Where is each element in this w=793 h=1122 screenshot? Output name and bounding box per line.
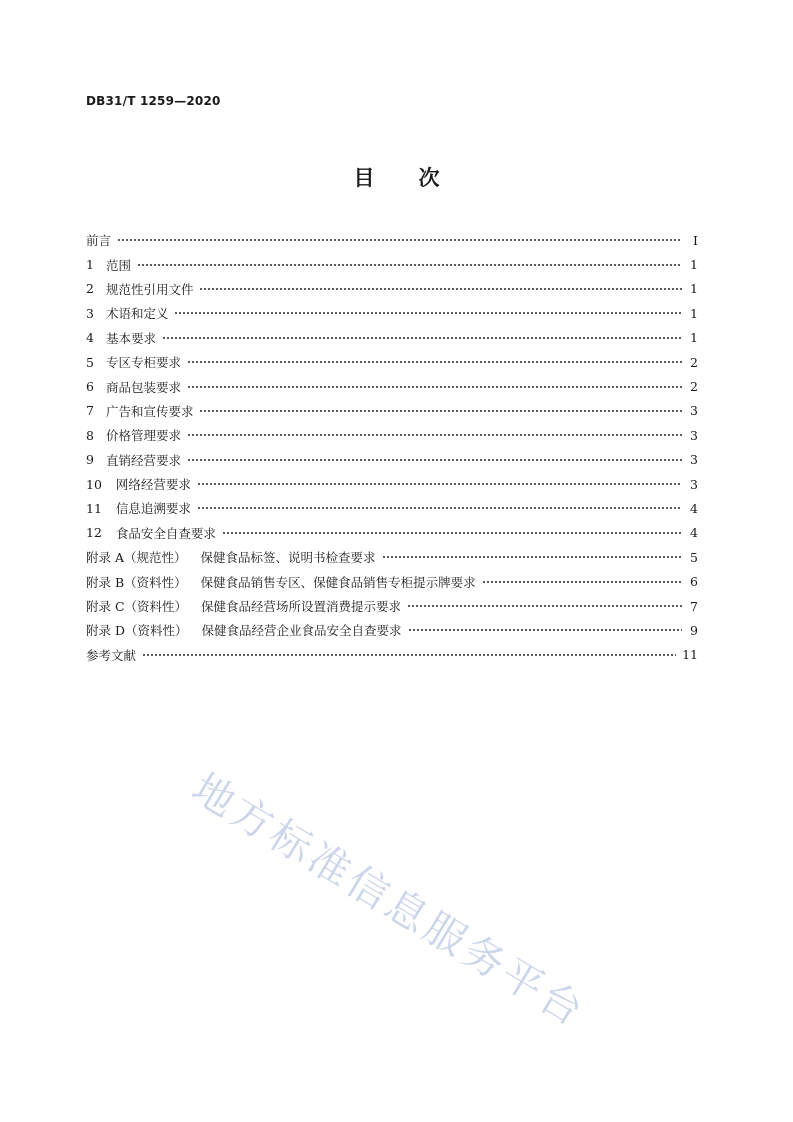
toc-leader-dots [187,360,682,364]
toc-leader-dots [142,653,676,657]
toc-item-self-inspection[interactable] [86,521,698,545]
toc-leader-dots [197,482,682,486]
toc-item-title: 保健食品销售专区、保健食品销售专柜提示牌要求 [200,574,476,590]
toc-item-page: 1 [690,281,698,297]
toc-item-number: 10 [86,476,102,492]
toc-item-number: 3 [86,305,94,321]
page-title-char-2: 次 [418,166,440,190]
toc-item-number: 1 [86,257,94,273]
toc-item-scope[interactable] [86,252,698,276]
toc-item-page: 4 [690,525,698,541]
toc-item-page: 3 [690,427,698,443]
toc-item-basic-requirements[interactable] [86,326,698,350]
toc-item-appendix-a[interactable] [86,545,698,569]
toc-item-number: 2 [86,281,94,297]
toc-leader-dots [222,531,682,535]
toc-item-page: 3 [690,452,698,468]
toc-leader-dots [162,336,682,340]
toc-leader-dots [197,506,682,510]
toc-item-label: 附录 C（资料性） [86,599,188,615]
toc-item-page: 3 [690,476,698,492]
watermark: 地方标准信息服务平台 [183,763,595,1037]
toc-leader-dots [187,433,682,437]
toc-item-page: 2 [690,379,698,395]
toc-item-label: 前言 [86,233,112,249]
table-of-contents [86,228,698,667]
toc-leader-dots [199,287,682,291]
toc-item-normative-references[interactable] [86,277,698,301]
toc-leader-dots [174,311,682,315]
toc-item-label: 基本要求 [105,330,156,346]
toc-item-number: 6 [86,379,94,395]
toc-item-label: 价格管理要求 [105,428,181,444]
toc-item-number: 4 [86,330,94,346]
toc-item-traceability[interactable] [86,496,698,520]
toc-item-number: 5 [86,354,94,370]
toc-item-number: 7 [86,403,94,419]
toc-leader-dots [187,385,682,389]
page-title [0,162,793,192]
toc-item-appendix-d[interactable] [86,618,698,642]
toc-leader-dots [199,409,682,413]
toc-item-label: 附录 B（资料性） [86,574,187,590]
toc-item-label: 信息追溯要求 [115,501,191,517]
toc-item-page: 3 [690,403,698,419]
toc-item-direct-selling[interactable] [86,448,698,472]
toc-item-page: 1 [690,257,698,273]
toc-item-pricing[interactable] [86,423,698,447]
toc-item-label: 专区专柜要求 [105,355,181,371]
toc-item-online[interactable] [86,472,698,496]
toc-item-advertising[interactable] [86,399,698,423]
toc-item-title: 保健食品经营场所设置消费提示要求 [201,599,402,615]
toc-item-page: 4 [690,500,698,516]
toc-item-number: 8 [86,427,94,443]
toc-item-title: 保健食品经营企业食品安全自查要求 [201,623,402,639]
toc-item-number: 9 [86,452,94,468]
toc-item-packaging[interactable] [86,374,698,398]
toc-leader-dots [117,238,682,242]
document-code: DB31/T 1259—2020 [86,94,221,108]
toc-item-page: 1 [690,305,698,321]
toc-item-number: 11 [86,500,102,516]
toc-leader-dots [407,604,682,608]
toc-leader-dots [482,580,682,584]
toc-item-page: 9 [690,622,698,638]
toc-item-appendix-c[interactable] [86,594,698,618]
toc-item-label: 广告和宣传要求 [105,403,194,419]
toc-item-page: 11 [682,647,698,663]
toc-item-label: 附录 A（规范性） [86,550,187,566]
toc-item-label: 直销经营要求 [105,452,181,468]
toc-leader-dots [382,555,682,559]
toc-item-bibliography[interactable] [86,643,698,667]
toc-item-page: 7 [690,598,698,614]
toc-item-page: 1 [690,330,698,346]
toc-item-title: 保健食品标签、说明书检查要求 [200,550,376,566]
toc-leader-dots [408,628,682,632]
toc-item-page: 5 [690,549,698,565]
toc-item-terms[interactable] [86,301,698,325]
toc-item-number: 12 [86,525,102,541]
toc-item-label: 商品包装要求 [105,379,181,395]
toc-item-special-zone[interactable] [86,350,698,374]
toc-item-label: 食品安全自查要求 [115,525,216,541]
toc-item-page: Ⅰ [693,232,698,248]
toc-item-page: 2 [690,354,698,370]
toc-item-foreword[interactable] [86,228,698,252]
toc-item-appendix-b[interactable] [86,569,698,593]
toc-item-label: 规范性引用文件 [105,281,194,297]
toc-item-label: 范围 [105,257,131,273]
toc-item-label: 附录 D（资料性） [86,623,188,639]
toc-leader-dots [187,458,682,462]
toc-item-page: 6 [690,574,698,590]
toc-item-label: 网络经营要求 [115,477,191,493]
toc-item-label: 参考文献 [86,647,137,663]
toc-leader-dots [137,263,682,267]
page-title-char-1: 目 [353,166,375,190]
toc-item-label: 术语和定义 [105,306,169,322]
